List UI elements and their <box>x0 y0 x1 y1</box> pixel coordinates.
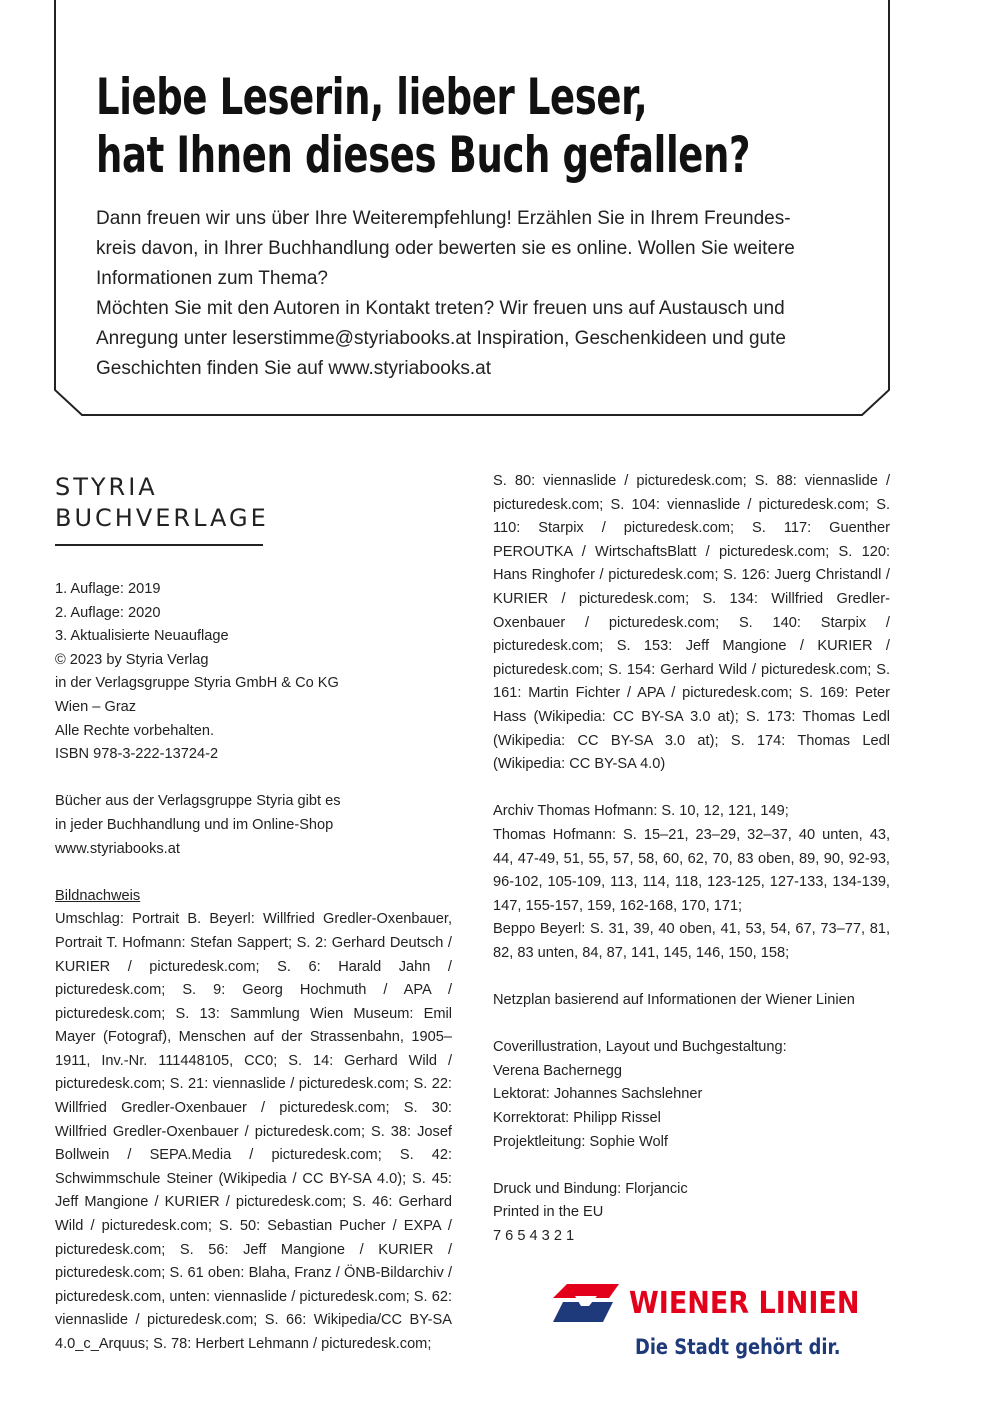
intro-line: Möchten Sie mit den Autoren in Kontakt treten? Wir freuen uns auf Austausch und <box>96 298 785 319</box>
publisher-name-line-1: STYRIA <box>55 473 158 501</box>
logo-name: WIENER LINIEN <box>629 1286 860 1321</box>
staff-line: Lektorat: Johannes Sachslehner <box>493 1086 703 1103</box>
print-line: Druck und Bindung: Florjancic <box>493 1180 688 1197</box>
callout-headline <box>96 68 751 184</box>
imprint-line: in der Verlagsgruppe Styria GmbH & Co KG <box>55 675 339 692</box>
imprint-line: Wien – Graz <box>55 698 137 715</box>
intro-line: kreis davon, in Ihrer Buchhandlung oder bewerten sie es online. Wollen Sie weitere <box>96 238 795 259</box>
publisher-wordmark <box>55 472 269 534</box>
intro-line: Informationen zum Thema? <box>96 268 328 289</box>
credits-text-left: Umschlag: Portrait B. Beyerl: Willfried Gredler-Oxenbauer, Portrait T. Hofmann: Stefan Sappert; S. 2: Gerhard Deutsch / KURIER / picturedesk.com; S. 6: Harald Jahn / picturedesk.com; S. 9: Georg Hochmuth / APA / picturedesk.com; S. 13: Sammlung Wien Museum: Emil Mayer (Fotograf), Menschen auf der Strassenbahn, 1905–1911, Inv.-Nr. 111448105, CC0; S. 14: Gerhard Wild / picturedesk.com; S. 21: viennaslide / picturedesk.com; S. 22: Willfried Gredler-Oxenbauer / picturedesk.com; S. 30: Willfried Gredler-Oxenbauer / picturedesk.com; S. 38: Josef Bollwein / SEPA.Media / picturedesk.com; S. 42: Schwimmschule Steiner (Wikipedia / CC BY-SA 4.0); S. 45: Jeff Mangione / KURIER / picturedesk.com; S. 46: Gerhard Wild / picturedesk.com; S. 50: Sebastian Pucher / EXPA / picturedesk.com; S. 56: Jeff Mangione / KURIER / picturedesk.com; S. 61 oben: Blaha, Franz / ÖNB-Bildarchiv / picturedesk.com, unten: viennaslide / picturedesk.com; S. 62: viennaslide / picturedesk.com; S. 66: Wikipedia/CC BY-SA 4.0_c_Arquus; S. 78: Herbert Lehmann / picturedesk.com; <box>55 911 452 1352</box>
right-column <box>493 470 890 1249</box>
hofmann-credit: Thomas Hofmann: S. 15–21, 23–29, 32–37, 40 unten, 43, 44, 47-49, 51, 55, 57, 58, 60, 62, 70, 83 oben, 89, 90, 92-93, 96-102, 105-109, 113, 114, 118, 123-125, 127-133, 134-139, 147, 155-157, 159, 162-168, 170, 171; <box>493 826 890 914</box>
beyerl-credit: Beppo Beyerl: S. 31, 39, 40 oben, 41, 53, 54, 67, 73–77, 81, 82, 83 unten, 84, 87, 141, 145, 146, 150, 158; <box>493 921 890 961</box>
intro-line: Anregung unter leserstimme@styriabooks.at Inspiration, Geschenkideen und gute <box>96 328 786 349</box>
reader-callout-box <box>0 0 1000 420</box>
shop-line: in jeder Buchhandlung und im Online-Shop <box>55 816 334 833</box>
isbn: ISBN 978-3-222-13724-2 <box>55 746 219 763</box>
intro-line: Dann freuen wir uns über Ihre Weiterempfehlung! Erzählen Sie in Ihrem Freundes- <box>96 208 791 229</box>
credits-heading: Bildnachweis <box>55 887 141 904</box>
imprint-line: © 2023 by Styria Verlag <box>55 651 209 668</box>
staff-line: Verena Bachernegg <box>493 1062 623 1079</box>
headline-line-1: Liebe Leserin, lieber Leser, <box>96 68 648 126</box>
netzplan-note: Netzplan basierend auf Informationen der Wiener Linien <box>493 992 855 1009</box>
staff-line: Projektleitung: Sophie Wolf <box>493 1133 668 1150</box>
staff-line: Coverillustration, Layout und Buchgestaltung: <box>493 1039 787 1056</box>
wiener-linien-logo <box>553 1282 893 1362</box>
publisher-name-line-2: BUCHVERLAGE <box>55 504 269 532</box>
callout-intro <box>96 204 876 384</box>
print-numbers: 7 6 5 4 3 2 1 <box>493 1228 575 1244</box>
intro-line: Geschichten finden Sie auf www.styriabooks.at <box>96 358 491 379</box>
print-line: Printed in the EU <box>493 1204 604 1221</box>
shop-line: Bücher aus der Verlagsgruppe Styria gibt es <box>55 793 341 810</box>
imprint-line: Alle Rechte vorbehalten. <box>55 722 215 739</box>
credits-text-right: S. 80: viennaslide / picturedesk.com; S. 88: viennaslide / picturedesk.com; S. 104: viennaslide / picturedesk.com; S. 110: Starpix / picturedesk.com; S. 117: Guenther PEROUTKA / WirtschaftsBlatt / picturedesk.com; S. 120: Hans Ringhofer / picturedesk.com; S. 126: Juerg Christandl / KURIER / picturedesk.com; S. 134: Willfried Gredler-Oxenbauer / picturedesk.com; S. 140: Starpix / picturedesk.com; S. 153: Jeff Mangione / KURIER / picturedesk.com; S. 154: Gerhard Wild / picturedesk.com; S. 161: Martin Fichter / APA / picturedesk.com; S. 169: Peter Hass (Wikipedia: CC BY-SA 3.0 at); S. 173: Thomas Ledl (Wikipedia: CC BY-SA 3.0 at); S. 174: Thomas Ledl (Wikipedia: CC BY-SA 4.0) <box>493 473 890 773</box>
wiener-linien-mark-icon <box>553 1282 619 1324</box>
publisher-rule <box>55 544 263 546</box>
shop-url: www.styriabooks.at <box>55 840 180 857</box>
archive-credit: Archiv Thomas Hofmann: S. 10, 12, 121, 149; <box>493 803 789 820</box>
imprint-line: 2. Auflage: 2020 <box>55 604 161 621</box>
staff-line: Korrektorat: Philipp Rissel <box>493 1110 661 1127</box>
imprint-line: 3. Aktualisierte Neuauflage <box>55 628 229 645</box>
imprint-line: 1. Auflage: 2019 <box>55 581 161 597</box>
headline-line-2: hat Ihnen dieses Buch gefallen? <box>96 126 751 184</box>
logo-slogan: Die Stadt gehört dir. <box>635 1335 841 1359</box>
left-column <box>55 578 452 1357</box>
